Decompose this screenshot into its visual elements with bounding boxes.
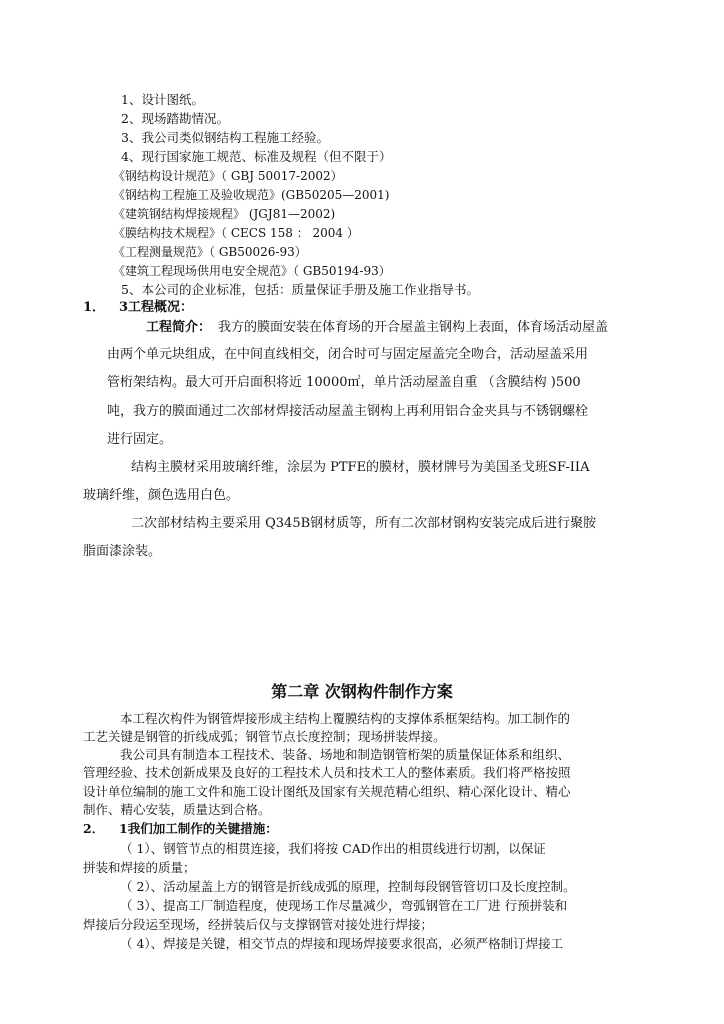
standard-reference: 《膜结构技术规程》（ CECS 158 ： 2004 ） xyxy=(113,226,359,240)
section-number: 2． xyxy=(83,821,105,836)
paragraph-line: 制作、精心安装，质量达到合格。 xyxy=(83,802,271,817)
paragraph-line: 进行固定。 xyxy=(107,432,173,447)
standard-reference: 《建筑钢结构焊接规程》 (JGJ81—2002) xyxy=(113,207,336,221)
paragraph-line: 管理经验、技术创新成果及良好的工程技术人员和技术工人的整体素质。我们将严格按照 xyxy=(83,765,571,780)
intro-label: 工程简介： xyxy=(146,320,212,335)
paragraph-line: 设计单位编制的施工文件和施工设计图纸及国家有关规范精心组织、精心深化设计、精心 xyxy=(83,784,571,799)
paragraph-line: 玻璃纤维，颜色选用白色。 xyxy=(83,488,240,503)
paragraph-line: 我方的膜面安装在体育场的开合屋盖主钢构上表面，体育场活动屋盖 xyxy=(218,320,609,335)
section-heading: 3工程概况： xyxy=(119,300,194,315)
paragraph-line: 工艺关键是钢管的折线成弧；钢管节点长度控制；现场拼装焊接。 xyxy=(83,729,446,744)
measure-line: （ 2）、活动屋盖上方的钢管是折线成弧的原理，控制每段钢管管切口及长度控制。 xyxy=(120,879,576,894)
section-heading: 1我们加工制作的关键措施： xyxy=(119,821,278,836)
standard-reference: 《钢结构工程施工及验收规范》(GB50205—2001) xyxy=(113,188,390,202)
paragraph-line: 本工程次构件为钢管焊接形成主结构上覆膜结构的支撑体系框架结构。加工制作的 xyxy=(120,711,571,726)
paragraph-line: 由两个单元块组成，在中间直线相交，闭合时可与固定屋盖完全吻合，活动屋盖采用 xyxy=(107,347,589,362)
basis-item: 4、现行国家施工规范、标准及规程（但不限于） xyxy=(121,149,392,164)
measure-line: （ 3）、提高工厂制造程度，使现场工作尽量减少，弯弧钢管在工厂进 行预拼装和 xyxy=(120,898,568,913)
standard-reference: 《工程测量规范》（ GB50026-93） xyxy=(113,245,307,259)
paragraph-line: 二次部材结构主要采用 Q345B钢材质等，所有二次部材钢构安装完成后进行聚胺 xyxy=(131,516,597,531)
chapter-title: 第二章 次钢构件制作方案 xyxy=(271,682,453,701)
basis-item: 2、现场踏勘情况。 xyxy=(121,111,229,126)
paragraph-line: 管桁架结构。最大可开启面积将近 10000㎡，单片活动屋盖自重 （含膜结构 )500 xyxy=(107,375,581,390)
paragraph-line: 我公司具有制造本工程技术、装备、场地和制造钢管桁架的质量保证体系和组织、 xyxy=(120,747,571,762)
section-number: 1． xyxy=(83,300,106,315)
measure-line: 拼装和焊接的质量； xyxy=(83,860,196,875)
standard-reference: 《钢结构设计规范》（ GBJ 50017-2002） xyxy=(113,169,343,183)
paragraph-line: 脂面漆涂装。 xyxy=(83,544,162,559)
paragraph-line: 结构主膜材采用玻璃纤维，涂层为 PTFE的膜材，膜材牌号为美国圣戈班SF-IIA xyxy=(131,460,590,475)
measure-line: （ 4）、焊接是关键，相交节点的焊接和现场焊接要求很高，必须严格制订焊接工 xyxy=(120,936,564,951)
basis-item: 1、设计图纸。 xyxy=(121,92,204,107)
basis-item: 5、本公司的企业标准，包括：质量保证手册及施工作业指导书。 xyxy=(121,282,479,297)
measure-line: 焊接后分段运至现场，经拼装后仅与支撑钢管对接处进行焊接； xyxy=(83,917,434,932)
standard-reference: 《建筑工程现场供用电安全规范》（ GB50194-93） xyxy=(113,264,391,278)
paragraph-line: 吨，我方的膜面通过二次部材焊接活动屋盖主钢构上再利用铝合金夹具与不锈钢螺栓 xyxy=(107,404,589,419)
basis-item: 3、我公司类似钢结构工程施工经验。 xyxy=(121,130,329,145)
measure-line: （ 1）、钢管节点的相贯连接，我们将按 CAD作出的相贯线进行切割，以保证 xyxy=(120,841,546,856)
